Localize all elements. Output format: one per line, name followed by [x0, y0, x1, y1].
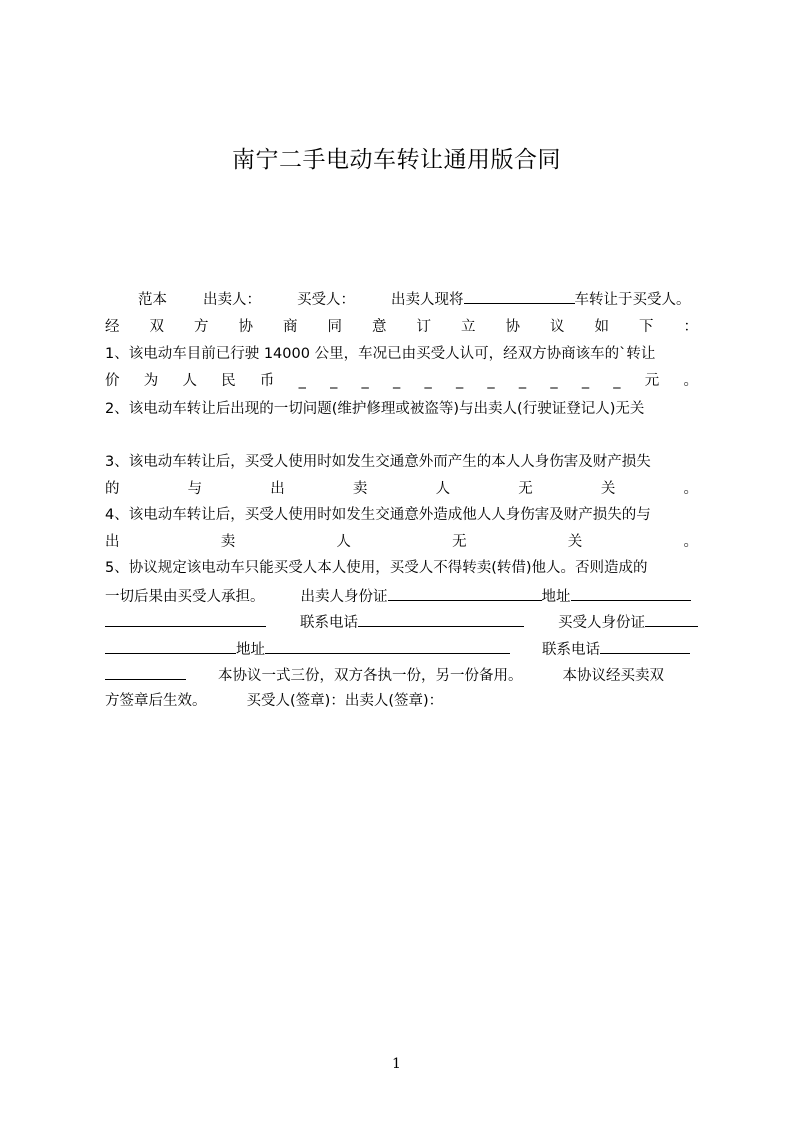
- buyer-phone-blank-cont: [105, 664, 186, 680]
- agreement-char: 同: [327, 319, 342, 335]
- agreement-char: 立: [461, 319, 476, 335]
- contract-body: [105, 288, 698, 718]
- clause-3-tail-char: 与: [187, 481, 203, 497]
- price-char: _: [518, 373, 527, 389]
- effect-text-1: 本协议经买卖双: [562, 668, 664, 684]
- price-char: 人: [182, 373, 197, 389]
- signature-line: [105, 691, 443, 711]
- price-char: _: [393, 373, 401, 389]
- clause-4-tail-char: 卖: [220, 534, 236, 550]
- buyer-id-blank: [645, 611, 698, 627]
- price-char: _: [487, 373, 495, 389]
- seller-phone-blank: [358, 611, 524, 627]
- agreement-char: 商: [283, 319, 298, 335]
- clause-3-tail: [105, 479, 698, 499]
- buyer-address-blank: [265, 638, 510, 654]
- price-char: 币: [259, 373, 275, 389]
- clause-3-tail-char: 出: [270, 481, 285, 497]
- copies-line: [105, 664, 664, 684]
- price-char: 价: [105, 373, 120, 389]
- seller-id-blank: [388, 585, 542, 601]
- seller-now-text: 出卖人现将: [391, 292, 464, 308]
- clause-5: 5、协议规定该电动车只能买受人本人使用，买受人不得转卖(转借)他人。否则造成的: [105, 560, 648, 576]
- buyer-label: 买受人：: [297, 292, 355, 308]
- clause-3-tail-char: 的: [105, 481, 120, 497]
- price-char: _: [424, 373, 432, 389]
- agreement-char: 方: [194, 319, 209, 335]
- buyer-phone-blank: [600, 638, 690, 654]
- consequence-line: [105, 585, 691, 605]
- agreement-char: 协: [505, 319, 520, 335]
- clause-3: 3、该电动车转让后，买受人使用时如发生交通意外而产生的本人人身伤害及财产损失: [105, 454, 651, 470]
- agreement-line: [105, 317, 698, 337]
- price-char: _: [613, 373, 621, 389]
- clause-4-tail-char: 无: [452, 534, 467, 550]
- seller-phone-line: [105, 611, 698, 631]
- clause-4-tail-char: 出: [105, 534, 120, 550]
- price-char: _: [550, 373, 558, 389]
- copies-text: 本协议一式三份，双方各执一份，另一份备用。: [218, 668, 523, 684]
- clause-4-tail: [105, 532, 698, 552]
- agreement-char: 下: [639, 319, 654, 335]
- clause-4-tail-char: 人: [336, 534, 351, 550]
- buyer-address-label: 地址: [236, 642, 265, 658]
- fanben-label: 范本: [138, 292, 167, 308]
- seller-address-label: 地址: [541, 589, 571, 605]
- price-char: _: [455, 373, 464, 389]
- seller-phone-label: 联系电话: [300, 615, 358, 631]
- seller-address-blank: [571, 585, 691, 601]
- price-char: _: [330, 373, 338, 389]
- agreement-char: ：: [683, 319, 698, 335]
- buyer-id-blank-cont: [105, 638, 236, 654]
- agreement-char: 经: [105, 319, 120, 335]
- clause-3-tail-char: 。: [683, 481, 698, 497]
- price-char: _: [298, 373, 306, 389]
- price-line: [105, 371, 698, 391]
- clause-3-tail-char: 关: [600, 481, 616, 497]
- clause-3-tail-char: 无: [518, 481, 533, 497]
- clause-2: 2、该电动车转让后出现的一切问题(维护修理或被盗等)与出卖人(行驶证登记人)无关: [105, 401, 645, 417]
- transfer-to-text: 车转让于买受人。: [574, 292, 691, 308]
- seller-id-label: 出卖人身份证: [300, 589, 388, 605]
- price-char: 民: [221, 373, 236, 389]
- agreement-char: 订: [416, 319, 431, 335]
- price-char: _: [361, 373, 369, 389]
- consequence-text: 一切后果由买受人承担。: [105, 589, 265, 605]
- clause-3-tail-char: 人: [435, 481, 451, 497]
- page-number: 1: [392, 1056, 401, 1072]
- agreement-char: 议: [550, 319, 565, 335]
- clause-4-tail-char: 关: [567, 534, 583, 550]
- price-char: _: [581, 373, 590, 389]
- signature-labels: 买受人(签章)：出卖人(签章)：: [246, 693, 444, 709]
- agreement-char: 双: [149, 319, 164, 335]
- agreement-char: 意: [372, 319, 387, 335]
- seller-address-blank-cont: [105, 611, 266, 627]
- buyer-phone-label: 联系电话: [542, 642, 600, 658]
- clause-1: 1、该电动车目前已行驶 14000 公里，车况已由买受人认可，经双方协商该车的`转让: [105, 346, 656, 362]
- buyer-id-label: 买受人身份证: [558, 615, 645, 631]
- price-char: 元: [644, 373, 660, 389]
- clause-3-tail-char: 卖: [352, 481, 368, 497]
- clause-4: 4、该电动车转让后，买受人使用时如发生交通意外造成他人人身伤害及财产损失的与: [105, 507, 651, 523]
- buyer-address-line: [105, 638, 690, 658]
- clause-4-tail-char: 。: [683, 534, 698, 550]
- agreement-char: 协: [238, 319, 253, 335]
- effect-text-2: 方签章后生效。: [105, 693, 207, 709]
- seller-label: 出卖人：: [203, 292, 261, 308]
- price-char: 。: [683, 373, 698, 389]
- price-char: 为: [143, 373, 159, 389]
- document-title: 南宁二手电动车转让通用版合同: [232, 147, 561, 173]
- agreement-char: 如: [594, 319, 609, 335]
- intro-line: [105, 288, 691, 308]
- vehicle-blank: [464, 288, 575, 304]
